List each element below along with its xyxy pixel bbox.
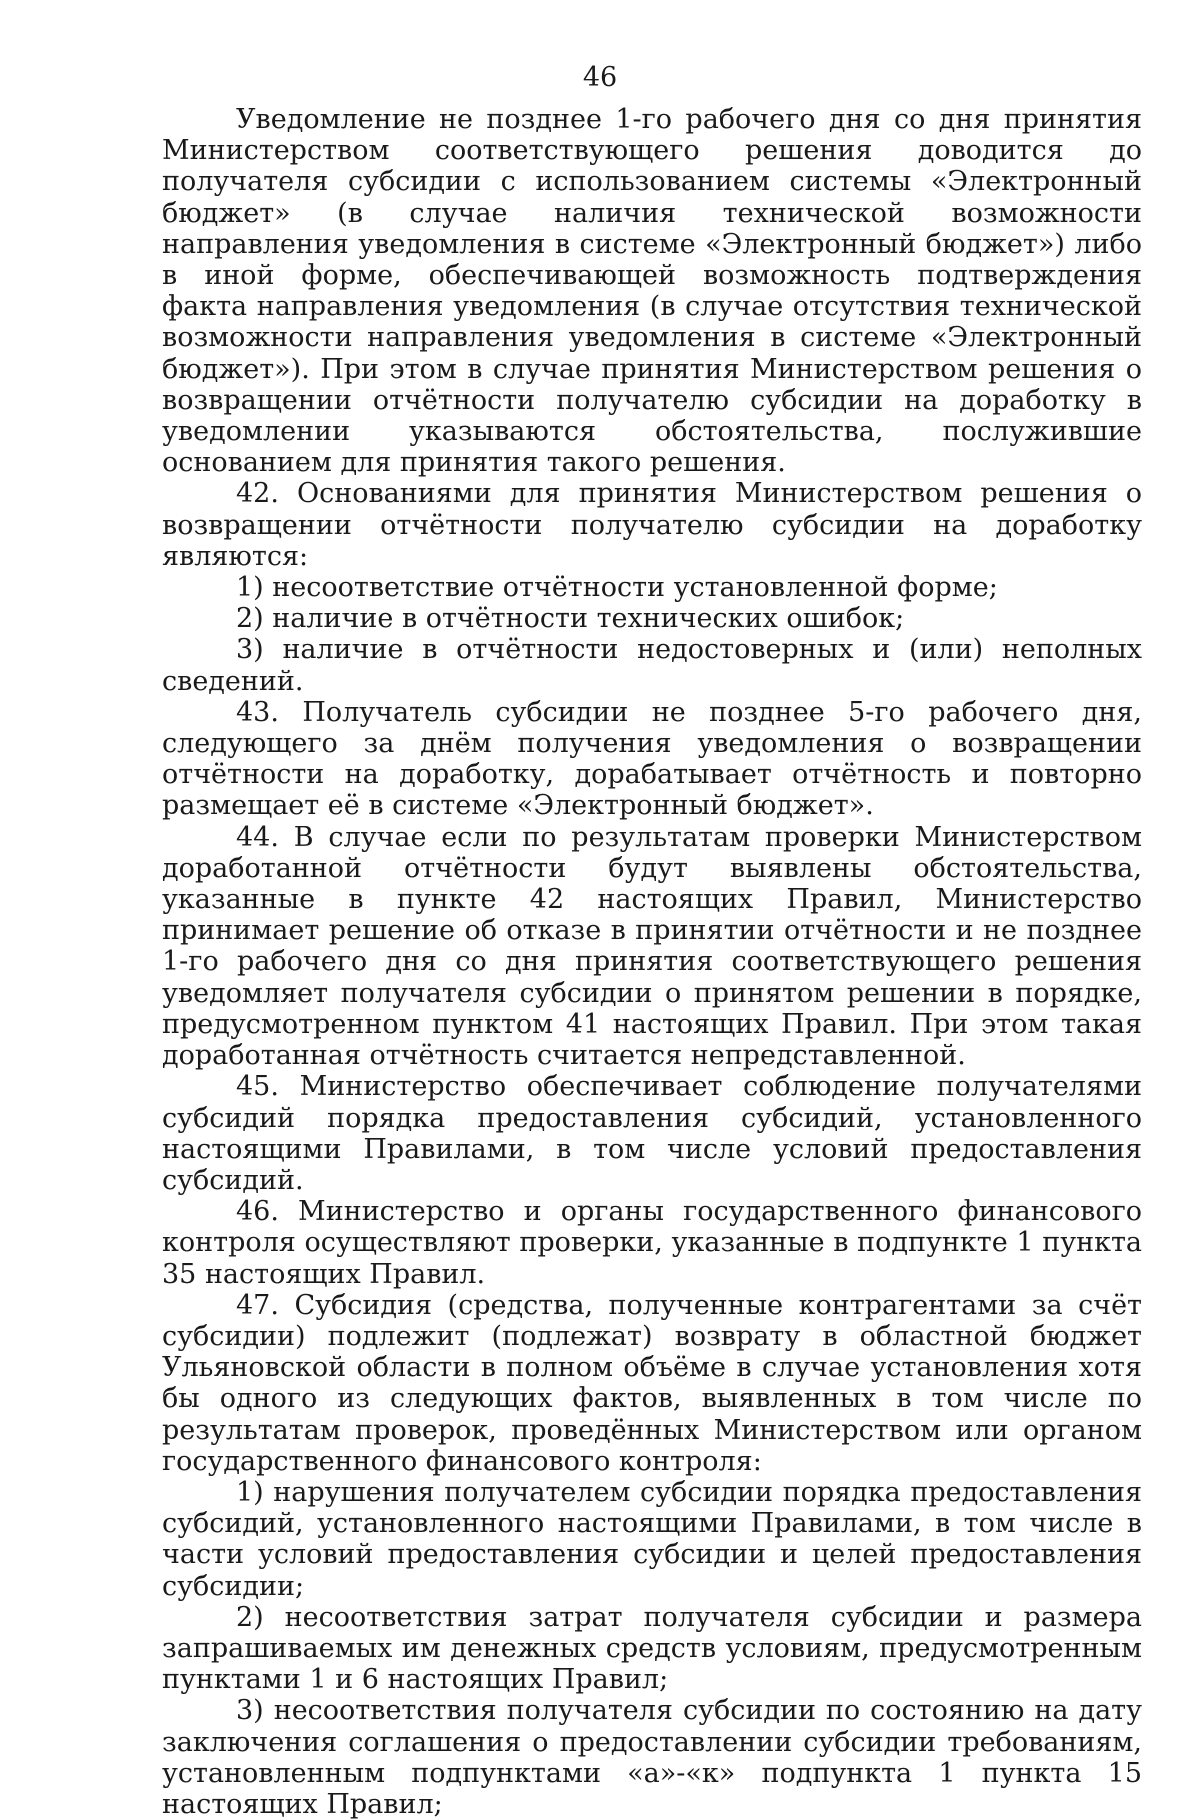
paragraph-45: 45. Министерство обеспечивает соблюдение получателями субсидий порядка предоставления субсидий, установленного настоящими Правилами, в том числе условий предоставления субсидий. <box>162 1071 1142 1196</box>
paragraph-46: 46. Министерство и органы государственного финансового контроля осуществляют проверки, указанные в подпункте 1 пункта 35 настоящих Правил. <box>162 1196 1142 1290</box>
paragraph-42: 42. Основаниями для принятия Министерством решения о возвращении отчётности получателю субсидии на доработку являются: <box>162 478 1142 572</box>
document-body <box>162 104 1142 1820</box>
list-item-42-1: 1) несоответствие отчётности установленной форме; <box>236 572 998 604</box>
list-item-47-3: 3) несоответствия получателя субсидии по состоянию на дату заключения соглашения о предоставлении субсидии требованиям, установленным подпунктами «а»-«к» подпункта 1 пункта 15 настоящих Правил; <box>162 1695 1142 1820</box>
list-item-47-2: 2) несоответствия затрат получателя субсидии и размера запрашиваемых им денежных средств условиям, предусмотренным пунктами 1 и 6 настоящих Правил; <box>162 1601 1142 1696</box>
list-item-47-1: 1) нарушения получателем субсидии порядка предоставления субсидий, установленного настоящими Правилами, в том числе в части условий предоставления субсидии и целей предоставления субсидии; <box>162 1476 1142 1602</box>
paragraph-44: 44. В случае если по результатам проверки Министерством доработанной отчётности будут выявлены обстоятельства, указанные в пункте 42 настоящих Правил, Министерство принимает решение об отказе в принятии отчётности и не позднее 1-го рабочего дня со дня принятия соответствующего решения уведомляет получателя субсидии о принятом решении в порядке, предусмотренном пунктом 41 настоящих Правил. При этом такая доработанная отчётность считается непредставленной. <box>162 821 1142 1072</box>
paragraph-43: 43. Получатель субсидии не позднее 5-го рабочего дня, следующего за днём получения уведомления о возвращении отчётности на доработку, дорабатывает отчётность и повторно размещает её в системе «Электронный бюджет». <box>162 696 1142 822</box>
paragraph-47: 47. Субсидия (средства, полученные контрагентами за счёт субсидии) подлежит (подлежат) возврату в областной бюджет Ульяновской области в полном объёме в случае установления хотя бы одного из следующих фактов, выявленных в том числе по результатам проверок, проведённых Министерством или органом государственного финансового контроля: <box>162 1289 1142 1477</box>
page-number: 46 <box>582 62 618 93</box>
list-item-42-3: 3) наличие в отчётности недостоверных и (или) неполных сведений. <box>162 634 1142 697</box>
list-item-42-2: 2) наличие в отчётности технических ошибок; <box>236 603 905 635</box>
paragraph-notification: Уведомление не позднее 1-го рабочего дня со дня принятия Министерством соответствующего решения доводится до получателя субсидии с использованием системы «Электронный бюджет» (в случае наличия технической возможности направления уведомления в системе «Электронный бюджет») либо в иной форме, обеспечивающей возможность подтверждения факта направления уведомления (в случае отсутствия технической возможности направления уведомления в системе «Электронный бюджет»). При этом в случае принятия Министерством решения о возвращении отчётности получателю субсидии на доработку в уведомлении указываются обстоятельства, послужившие основанием для принятия такого решения. <box>162 104 1142 479</box>
